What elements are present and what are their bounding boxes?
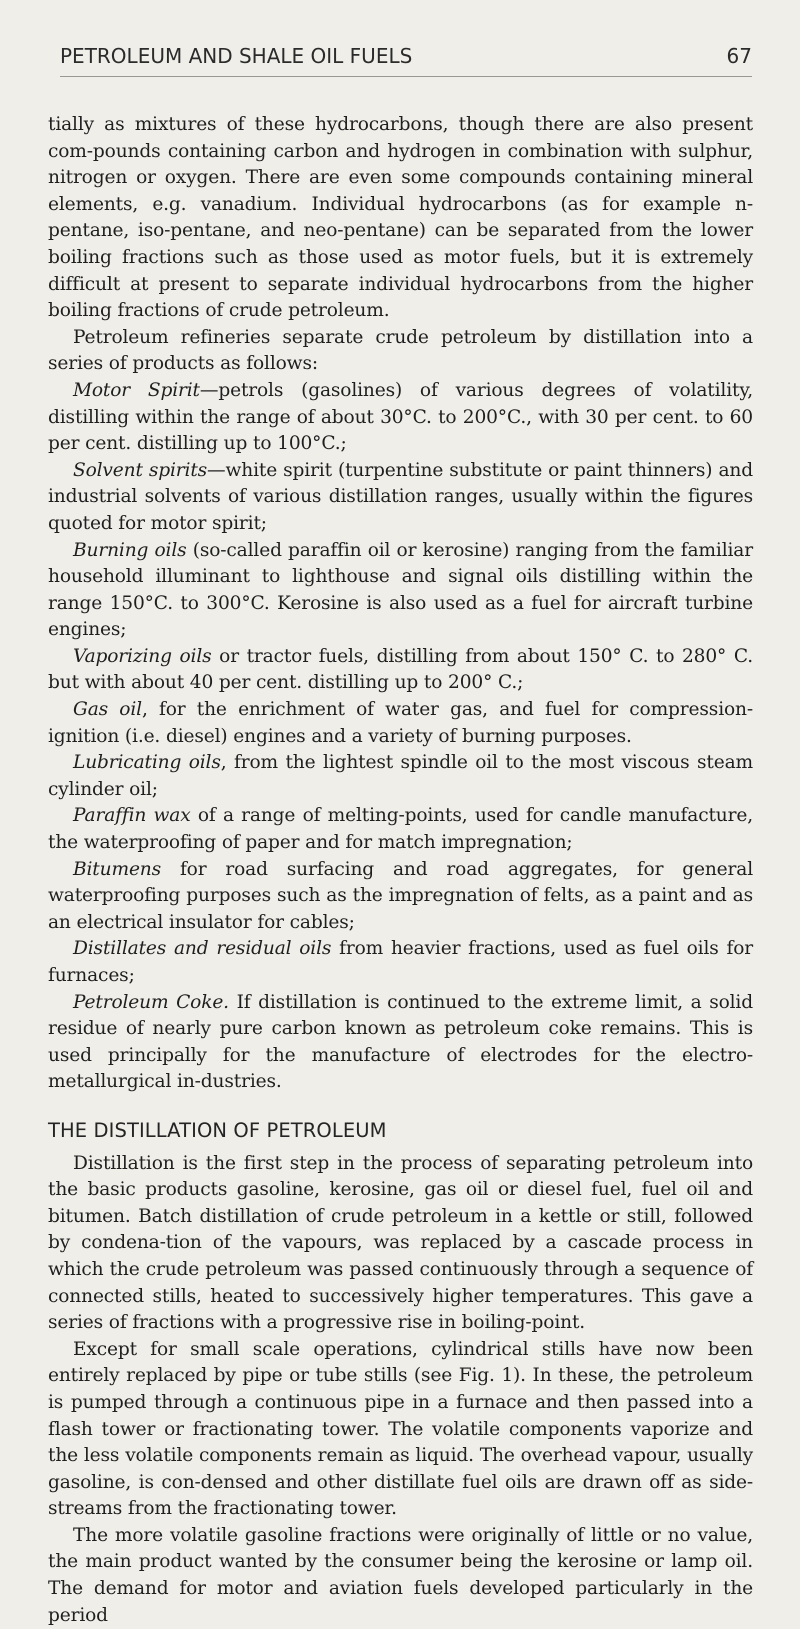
paragraph-lead-term: Burning oils	[73, 539, 187, 561]
paragraph-text: Except for small scale operations, cylindrical stills have now been entirely replaced by pipe or tube stills (see Fig. 1). In these, the petroleum is pumped through a continuous pipe in a furnace and then passed into a flash tower or fractionating tower. The volatile components vaporize and the less volatile components remain as liquid. The overhead vapour, usually gasoline, is con-densed and other distillate fuel oils are drawn off as side-streams from the fractionating tower.	[48, 1338, 753, 1520]
paragraph-text: The more volatile gasoline fractions were originally of little or no value, the main product wanted by the consumer being the kerosine or lamp oil. The demand for motor and aviation fuels developed particularly in the period	[48, 1524, 753, 1626]
paragraph-lead-term: Petroleum Coke.	[73, 991, 229, 1013]
paragraph-text: from heavier fractions, used as fuel oils for furnaces;	[48, 938, 754, 986]
paragraph-lead-term: Bitumens	[73, 858, 162, 880]
paragraph-lead-term: Solvent spirits	[73, 459, 208, 481]
paragraph	[48, 1523, 753, 1629]
paragraph-text: —white spirit (turpentine substitute or paint thinners) and industrial solvents of various distillation ranges, usually within the figures quoted for motor spirit;	[48, 459, 753, 534]
paragraph	[48, 112, 753, 325]
paragraph-text: If distillation is continued to the extreme limit, a solid residue of nearly pure carbon known as petroleum coke remains. This is used principally for the manufacture of electrodes for the electro-metallurgical in-dustries.	[48, 991, 753, 1093]
paragraph-lead-term: Lubricating oils	[73, 752, 221, 774]
paragraph	[48, 803, 753, 856]
running-head	[60, 44, 752, 77]
running-head-title: PETROLEUM AND SHALE OIL FUELS	[60, 44, 413, 68]
paragraph	[48, 750, 753, 803]
paragraph-text: —petrols (gasolines) of various degrees of volatility, distilling within the range of about 30°C. to 200°C., with 30 per cent. to 60 per cent. distilling up to 100°C.;	[48, 379, 753, 455]
paragraph-group-bottom	[48, 1151, 753, 1629]
paragraph	[48, 697, 753, 750]
paragraph	[48, 990, 753, 1096]
paragraph-text: Distillation is the first step in the process of separating petroleum into the basic products gasoline, kerosine, gas oil or diesel fuel, fuel oil and bitumen. Batch distillation of crude petroleum in a kettle or still, followed by condena-tion of the vapours, was replaced by a cascade process in which the crude petroleum was passed continuously through a sequence of connected stills, heated to successively higher temperatures. This gave a series of fractions with a progressive rise in boiling-point.	[48, 1152, 753, 1334]
paragraph	[48, 1337, 753, 1523]
paragraph	[48, 458, 753, 538]
paragraph-text: , for the enrichment of water gas, and fuel for compression-ignition (i.e. diesel) engines and a variety of burning purposes.	[48, 699, 753, 747]
paragraph	[48, 644, 753, 697]
body-text	[48, 112, 753, 1629]
paragraph-text: , from the lightest spindle oil to the most viscous steam cylinder oil;	[48, 752, 753, 800]
paragraph	[48, 857, 753, 937]
paragraph	[48, 378, 753, 458]
paragraph	[48, 325, 753, 378]
paragraph-lead-term: Vaporizing oils	[73, 645, 212, 667]
paragraph	[48, 538, 753, 644]
page-number: 67	[726, 44, 752, 68]
paragraph-text: tially as mixtures of these hydrocarbons, though there are also present com-pounds containing carbon and hydrogen in combination with sulphur, nitrogen or oxygen. There are even some compounds containing mineral elements, e.g. vanadium. Individual hydrocarbons (as for example n-pentane, iso-pentane, and neo-pentane) can be separated from the lower boiling fractions such as those used as motor fuels, but it is extremely difficult at present to separate individual hydrocarbons from the higher boiling fractions of crude petroleum.	[48, 114, 753, 322]
paragraph-text: of a range of melting-points, used for candle manufacture, the waterproofing of paper and for match impregnation;	[48, 805, 753, 854]
paragraph-lead-term: Motor Spirit	[73, 379, 200, 401]
paragraph-lead-term: Distillates and residual oils	[73, 938, 332, 960]
paragraph-text: (so-called paraffin oil or kerosine) ranging from the familiar household illuminant to lighthouse and signal oils distilling within the range 150°C. to 300°C. Kerosine is also used as a fuel for aircraft turbine engines;	[48, 539, 753, 641]
paragraph-text: for road surfacing and road aggregates, for general waterproofing purposes such as the impregnation of felts, as a paint and as an electrical insulator for cables;	[48, 858, 753, 933]
section-heading: THE DISTILLATION OF PETROLEUM	[48, 1118, 387, 1142]
paragraph-lead-term: Gas oil	[73, 699, 142, 721]
paragraph-group-top	[48, 112, 753, 1096]
paragraph-text: or tractor fuels, distilling from about 150° C. to 280° C. but with about 40 per cent. distilling up to 200° C.;	[48, 645, 753, 694]
paragraph	[48, 936, 753, 989]
paragraph	[48, 1151, 753, 1337]
paragraph-lead-term: Paraffin wax	[73, 805, 191, 827]
paragraph-text: Petroleum refineries separate crude petroleum by distillation into a series of products as follows:	[48, 326, 753, 375]
